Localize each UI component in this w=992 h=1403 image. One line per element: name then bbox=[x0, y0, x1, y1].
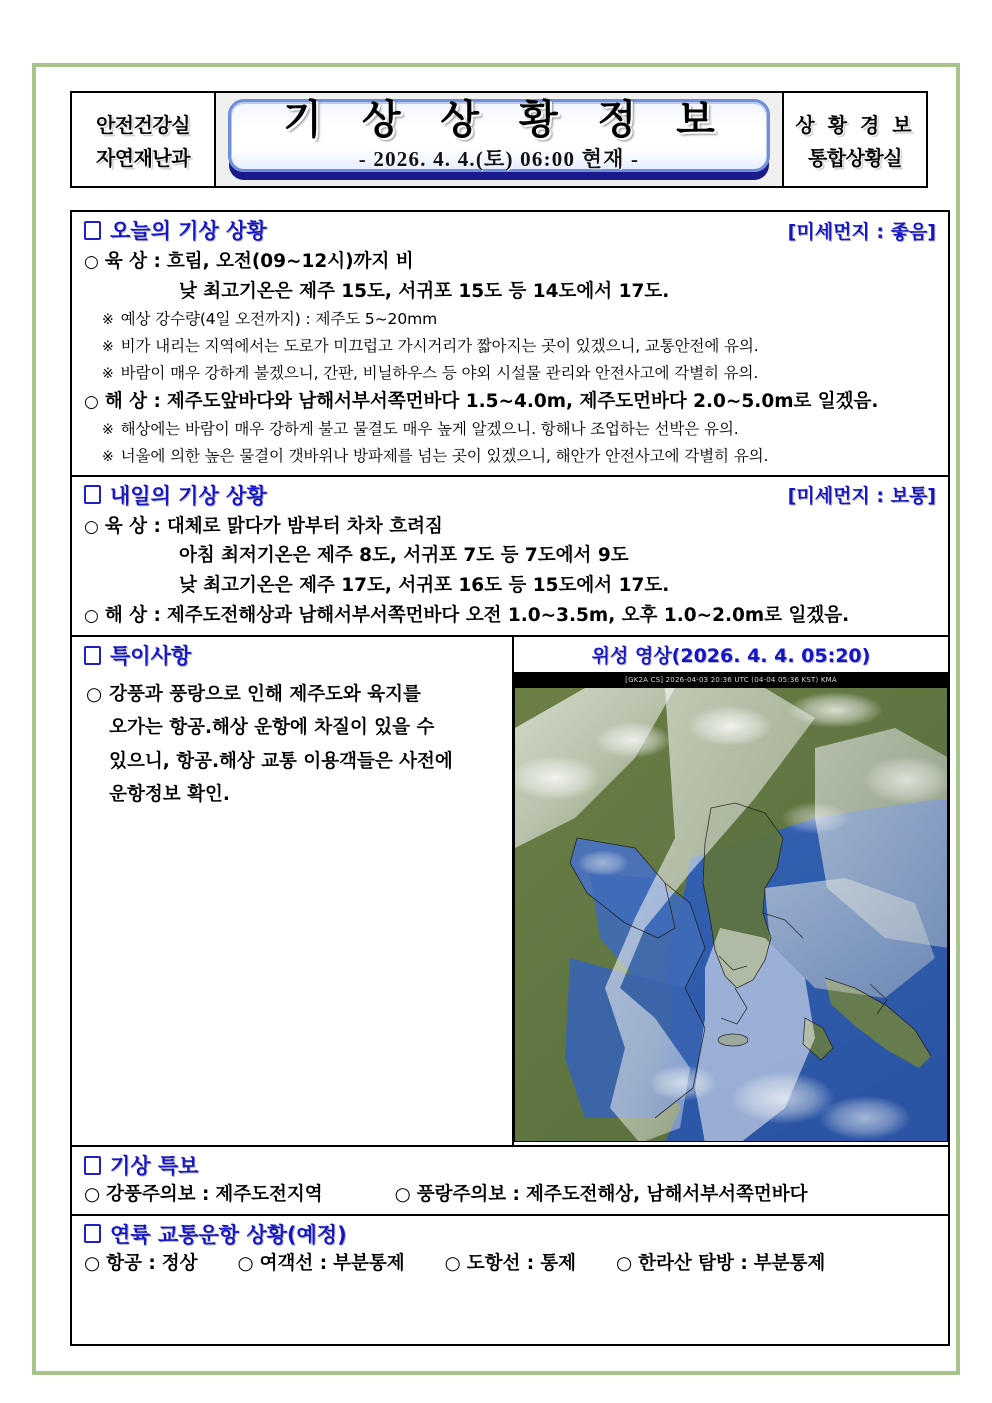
circle-bullet-icon: ○ bbox=[444, 1252, 461, 1274]
alert-item-0 bbox=[84, 1182, 323, 1209]
checkbox-icon bbox=[84, 485, 101, 504]
page-title: 기 상 상 황 정 보 bbox=[283, 96, 728, 143]
transport-label-2: 도항선 : bbox=[466, 1252, 535, 1274]
alerts-row bbox=[72, 1182, 948, 1214]
tomorrow-sea-text: 제주도전해상과 남해서부서쪽먼바다 오전 1.0~3.5m, 오후 1.0~2.0m로 일겠음. bbox=[166, 604, 850, 626]
reference-mark-icon: ※ bbox=[102, 365, 114, 382]
special-line-1: 오가는 항공.해상 운항에 차질이 있을 수 bbox=[109, 717, 435, 739]
today-sea-note-1 bbox=[84, 443, 938, 470]
tomorrow-sea-label: 해 상 : bbox=[104, 604, 161, 626]
circle-bullet-icon: ○ bbox=[237, 1252, 254, 1274]
reference-mark-icon: ※ bbox=[102, 422, 114, 439]
checkbox-icon bbox=[84, 646, 101, 665]
circle-bullet-icon: ○ bbox=[84, 252, 99, 272]
special-line-2: 있으니, 항공.해상 교통 이용객들은 사전에 bbox=[109, 750, 453, 772]
section-today-header bbox=[72, 212, 948, 247]
section-special-title: 특이사항 bbox=[110, 644, 192, 669]
alert-label-0: 강풍주의보 : bbox=[106, 1184, 210, 1206]
section-alerts-header bbox=[72, 1147, 948, 1182]
today-note-1 bbox=[84, 333, 938, 360]
satellite-imagery-graphic bbox=[515, 688, 948, 1142]
alert-label-1: 풍랑주의보 : bbox=[416, 1184, 520, 1206]
circle-bullet-icon: ○ bbox=[84, 391, 99, 412]
today-note-text-2: 바람이 매우 강하게 불겠으니, 간판, 비닐하우스 등 야외 시설물 관리와 안전사고에 각별히 유의. bbox=[120, 363, 759, 382]
transport-value-3: 부분통제 bbox=[753, 1252, 826, 1274]
circle-bullet-icon: ○ bbox=[84, 1252, 101, 1274]
checkbox-icon bbox=[84, 1224, 101, 1243]
today-sea-row bbox=[84, 387, 938, 417]
today-note-text-0: 예상 강수량(4일 오전까지) : 제주도 5~20mm bbox=[120, 310, 438, 329]
department-line-2: 자연재난과 bbox=[95, 145, 191, 170]
special-line-3: 운항정보 확인. bbox=[109, 784, 230, 806]
today-note-2 bbox=[84, 360, 938, 387]
tomorrow-land-label: 육 상 : bbox=[104, 515, 161, 537]
transport-item-1 bbox=[238, 1251, 405, 1278]
section-special-and-satellite bbox=[72, 637, 948, 1147]
today-note-0 bbox=[84, 306, 938, 333]
satellite-title: 위성 영상(2026. 4. 4. 05:20) bbox=[591, 645, 871, 668]
circle-bullet-icon: ○ bbox=[84, 605, 99, 626]
transport-value-0: 정상 bbox=[161, 1252, 198, 1274]
section-today bbox=[72, 212, 948, 477]
special-line-0: 강풍과 풍랑으로 인해 제주도와 육지를 bbox=[109, 684, 421, 706]
section-satellite bbox=[514, 637, 948, 1145]
alert-item-1 bbox=[395, 1182, 808, 1209]
today-note-text-1: 비가 내리는 지역에서는 도로가 미끄럽고 가시거리가 짧아지는 곳이 있겠으니, 교통안전에 유의. bbox=[120, 336, 759, 355]
reference-mark-icon: ※ bbox=[102, 338, 114, 355]
circle-bullet-icon: ○ bbox=[86, 684, 103, 706]
checkbox-icon bbox=[84, 1156, 101, 1175]
section-special bbox=[72, 637, 514, 1145]
section-transport bbox=[72, 1216, 948, 1283]
tomorrow-land-row bbox=[84, 512, 938, 542]
satellite-caption: [GK2A CS] 2026-04-03 20:36 UTC (04-04 05:36 KST) KMA bbox=[515, 673, 947, 688]
today-sea-label: 해 상 : bbox=[104, 390, 161, 412]
header-office-cell bbox=[782, 93, 926, 186]
satellite-image bbox=[514, 672, 948, 1142]
header-title-cell bbox=[216, 93, 782, 186]
today-land-label: 육 상 : bbox=[104, 251, 161, 272]
transport-label-0: 항공 : bbox=[106, 1252, 156, 1274]
transport-row bbox=[72, 1251, 948, 1283]
section-tomorrow-title: 내일의 기상 상황 bbox=[110, 483, 267, 508]
transport-value-1: 부분통제 bbox=[333, 1252, 405, 1274]
section-tomorrow-body bbox=[72, 512, 948, 635]
page-title-datetime: - 2026. 4. 4.(토) 06:00 현재 - bbox=[358, 146, 640, 171]
circle-bullet-icon: ○ bbox=[84, 1184, 101, 1206]
dust-badge-today: [미세먼지 : 좋음] bbox=[787, 220, 936, 243]
tomorrow-sea-row bbox=[84, 601, 938, 631]
page-frame bbox=[32, 63, 960, 1375]
today-sea-note-text-1: 너울에 의한 높은 물결이 갯바위나 방파제를 넘는 곳이 있겠으니, 해안가 안전사고에 각별히 유의. bbox=[120, 446, 769, 465]
section-transport-title: 연륙 교통운항 상황(예정) bbox=[110, 1222, 347, 1247]
special-item bbox=[86, 678, 502, 811]
circle-bullet-icon: ○ bbox=[615, 1252, 633, 1274]
circle-bullet-icon: ○ bbox=[84, 516, 99, 537]
today-land-text: 흐림, 오전(09~12시)까지 비 bbox=[166, 251, 414, 272]
transport-item-3 bbox=[616, 1251, 825, 1278]
tomorrow-max-temp: 낮 최고기온은 제주 17도, 서귀포 16도 등 15도에서 17도. bbox=[179, 574, 670, 596]
section-tomorrow bbox=[72, 477, 948, 637]
today-sea-note-0 bbox=[84, 416, 938, 443]
section-alerts bbox=[72, 1147, 948, 1216]
content-box bbox=[70, 210, 950, 1346]
today-sea-note-text-0: 해상에는 바람이 매우 강하게 불고 물결도 매우 높게 알겠으니. 항해나 조업하는 선박은 유의. bbox=[120, 420, 739, 439]
section-today-body bbox=[72, 247, 948, 475]
special-text-block bbox=[109, 678, 453, 811]
tomorrow-land-text: 대체로 맑다가 밤부터 차차 흐려짐 bbox=[166, 515, 443, 537]
section-transport-header bbox=[72, 1216, 948, 1251]
document-header bbox=[70, 91, 928, 188]
section-tomorrow-header bbox=[72, 477, 948, 512]
dust-badge-tomorrow: [미세먼지 : 보통] bbox=[787, 485, 936, 508]
header-department-cell bbox=[72, 93, 216, 186]
section-today-title: 오늘의 기상 상황 bbox=[110, 219, 267, 243]
transport-item-2 bbox=[445, 1251, 576, 1278]
section-special-header bbox=[72, 637, 512, 672]
section-alerts-title: 기상 특보 bbox=[110, 1154, 199, 1179]
alert-value-1: 제주도전해상, 남해서부서쪽먼바다 bbox=[525, 1184, 808, 1206]
today-sea-text: 제주도앞바다와 남해서부서쪽먼바다 1.5~4.0m, 제주도먼바다 2.0~5.0m로 일겠음. bbox=[166, 390, 879, 412]
transport-value-2: 통제 bbox=[540, 1252, 576, 1274]
today-land-temp: 낮 최고기온은 제주 15도, 서귀포 15도 등 14도에서 17도. bbox=[179, 280, 670, 302]
department-line-1: 안전건강실 bbox=[95, 112, 191, 137]
office-line-1: 상 황 경 보 bbox=[795, 112, 915, 137]
reference-mark-icon: ※ bbox=[102, 448, 114, 465]
transport-item-0 bbox=[84, 1251, 198, 1278]
tomorrow-min-temp: 아침 최저기온은 제주 8도, 서귀포 7도 등 7도에서 9도 bbox=[179, 545, 629, 567]
section-special-body bbox=[72, 672, 512, 811]
transport-label-3: 한라산 탐방 : bbox=[638, 1252, 748, 1274]
today-land-row bbox=[84, 247, 938, 277]
title-plate bbox=[228, 96, 770, 172]
checkbox-icon bbox=[84, 221, 101, 240]
transport-label-1: 여객선 : bbox=[259, 1252, 328, 1274]
reference-mark-icon: ※ bbox=[102, 312, 114, 329]
circle-bullet-icon: ○ bbox=[394, 1184, 411, 1206]
office-line-2: 통합상황실 bbox=[807, 145, 903, 170]
alert-value-0: 제주도전지역 bbox=[215, 1184, 323, 1206]
